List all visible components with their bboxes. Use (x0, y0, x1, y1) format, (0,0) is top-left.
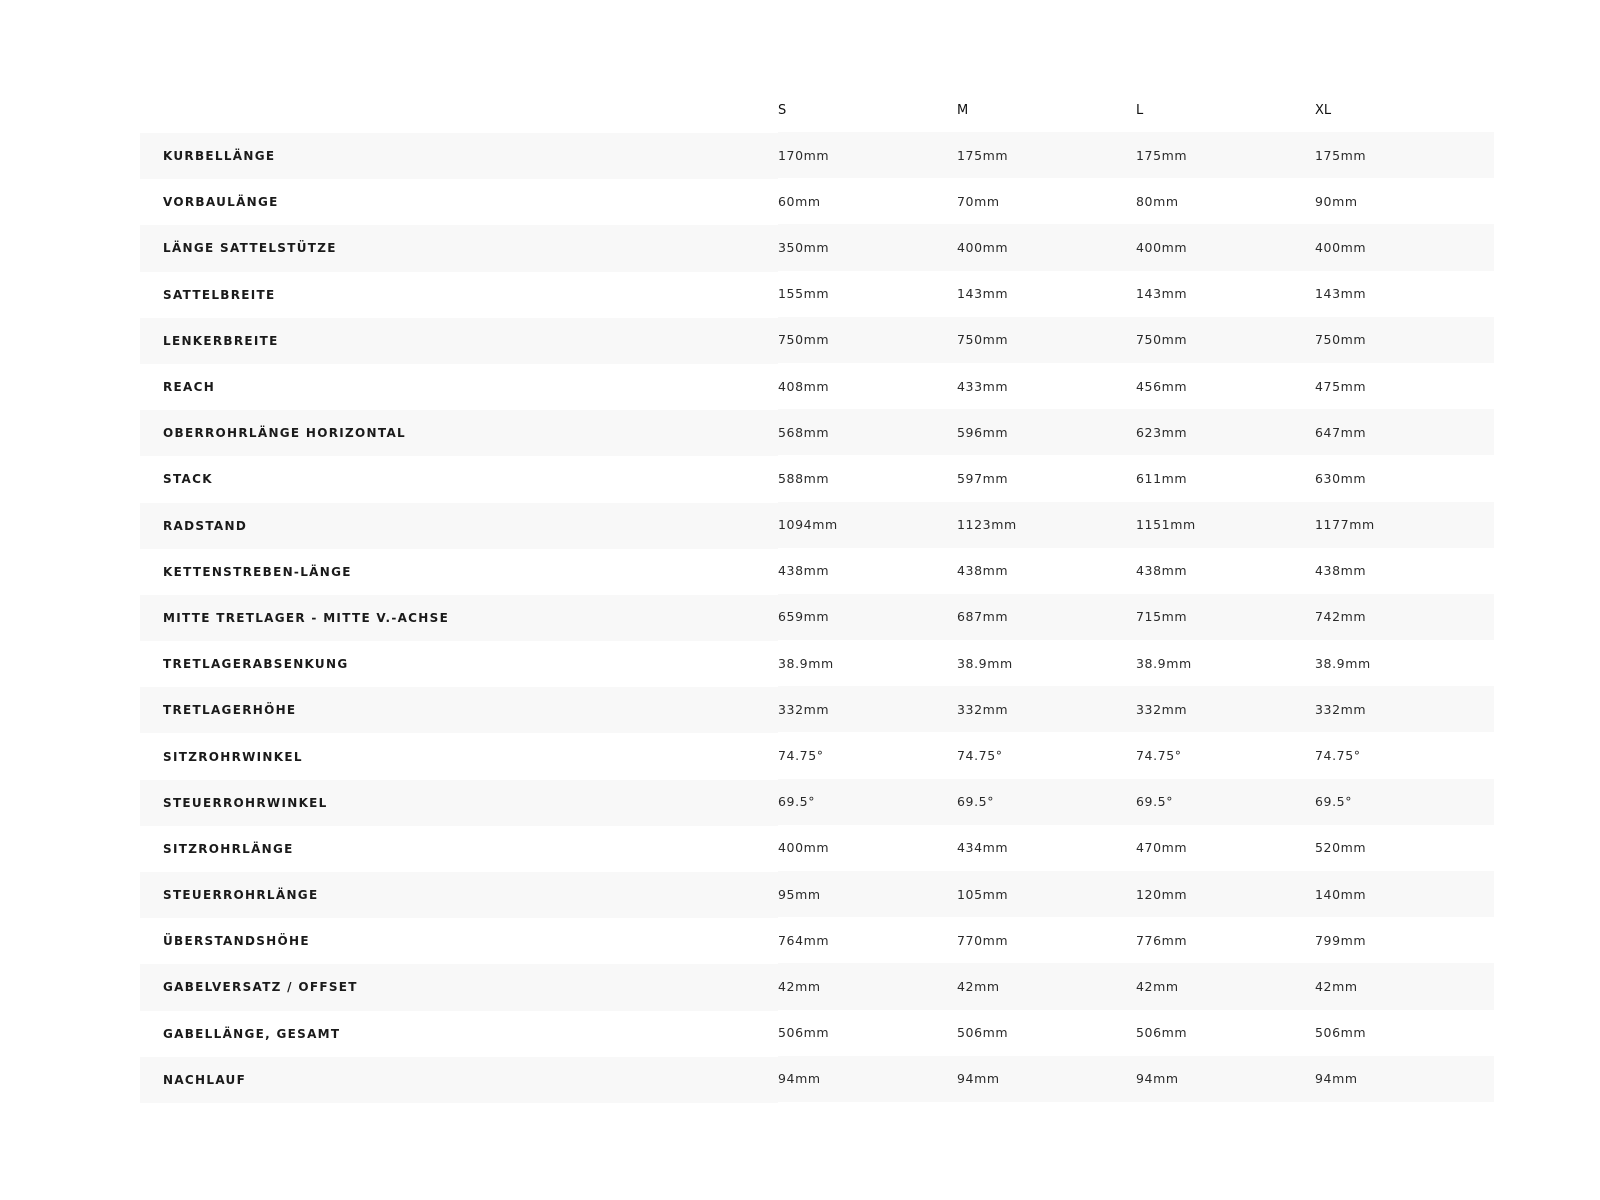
table-row (140, 549, 1494, 595)
size-header-row (140, 88, 1494, 133)
value-cell-m: 38.9mm (957, 655, 1013, 671)
value-cell-s: 750mm (778, 332, 830, 348)
table-row (140, 272, 1494, 318)
value-cell-l: 42mm (1136, 978, 1179, 994)
value-cell-xl: 742mm (1315, 609, 1367, 625)
value-cell-l: 74.75° (1136, 748, 1182, 764)
value-cell-s: 568mm (778, 424, 830, 440)
value-cell-l: 1151mm (1136, 517, 1196, 533)
row-label: SITZROHRWINKEL (163, 749, 303, 764)
value-cell-l: 611mm (1136, 470, 1188, 486)
value-cell-m: 69.5° (957, 794, 995, 810)
table-row (140, 225, 1494, 271)
value-cell-l: 623mm (1136, 424, 1188, 440)
row-label: SITZROHRLÄNGE (163, 841, 294, 856)
value-cell-m: 1123mm (957, 517, 1017, 533)
value-cell-s: 69.5° (778, 794, 816, 810)
row-label: OBERROHRLÄNGE HORIZONTAL (163, 426, 406, 441)
table-row (140, 733, 1494, 779)
table-row (140, 318, 1494, 364)
row-label: SATTELBREITE (163, 287, 276, 302)
value-cell-xl: 506mm (1315, 1025, 1367, 1041)
row-label: MITTE TRETLAGER - MITTE V.-ACHSE (163, 610, 450, 625)
value-cell-xl: 175mm (1315, 147, 1367, 163)
row-label: REACH (163, 380, 216, 395)
value-cell-s: 1094mm (778, 517, 838, 533)
table-row (140, 410, 1494, 456)
value-cell-m: 597mm (957, 470, 1009, 486)
value-cell-xl: 438mm (1315, 563, 1367, 579)
value-cell-m: 596mm (957, 424, 1009, 440)
value-cell-xl: 332mm (1315, 701, 1367, 717)
value-cell-m: 175mm (957, 147, 1009, 163)
value-cell-s: 332mm (778, 701, 830, 717)
geometry-table (140, 88, 1494, 1103)
value-cell-l: 38.9mm (1136, 655, 1192, 671)
row-label: KURBELLÄNGE (163, 149, 276, 164)
value-cell-xl: 799mm (1315, 932, 1367, 948)
value-cell-m: 332mm (957, 701, 1009, 717)
value-cell-s: 60mm (778, 193, 821, 209)
value-cell-xl: 400mm (1315, 239, 1367, 255)
value-cell-m: 70mm (957, 193, 1000, 209)
size-header-xl: XL (1315, 103, 1332, 118)
value-cell-l: 776mm (1136, 932, 1188, 948)
row-label: TRETLAGERABSENKUNG (163, 657, 349, 672)
value-cell-s: 506mm (778, 1025, 830, 1041)
table-row (140, 133, 1494, 179)
row-label: STEUERROHRLÄNGE (163, 888, 319, 903)
value-cell-s: 94mm (778, 1071, 821, 1087)
value-cell-xl: 647mm (1315, 424, 1367, 440)
geometry-table-header (140, 88, 1494, 133)
value-cell-m: 74.75° (957, 748, 1003, 764)
value-cell-s: 155mm (778, 286, 830, 302)
value-cell-m: 687mm (957, 609, 1009, 625)
table-row (140, 595, 1494, 641)
value-cell-s: 170mm (778, 147, 830, 163)
geometry-table-body (140, 133, 1494, 1103)
table-row (140, 364, 1494, 410)
table-row (140, 780, 1494, 826)
row-label: ÜBERSTANDSHÖHE (163, 934, 310, 949)
value-cell-xl: 90mm (1315, 193, 1358, 209)
value-cell-l: 750mm (1136, 332, 1188, 348)
value-cell-s: 38.9mm (778, 655, 834, 671)
row-label: LENKERBREITE (163, 333, 279, 348)
value-cell-m: 42mm (957, 978, 1000, 994)
table-row (140, 918, 1494, 964)
value-cell-s: 588mm (778, 470, 830, 486)
value-cell-s: 95mm (778, 886, 821, 902)
value-cell-m: 438mm (957, 563, 1009, 579)
value-cell-l: 69.5° (1136, 794, 1174, 810)
value-cell-xl: 520mm (1315, 840, 1367, 856)
value-cell-s: 438mm (778, 563, 830, 579)
value-cell-xl: 475mm (1315, 378, 1367, 394)
value-cell-m: 434mm (957, 840, 1009, 856)
value-cell-xl: 1177mm (1315, 517, 1375, 533)
size-header-l: L (1136, 103, 1144, 118)
value-cell-l: 143mm (1136, 286, 1188, 302)
value-cell-l: 438mm (1136, 563, 1188, 579)
value-cell-s: 764mm (778, 932, 830, 948)
value-cell-l: 120mm (1136, 886, 1188, 902)
table-row (140, 503, 1494, 549)
value-cell-m: 400mm (957, 239, 1009, 255)
table-row (140, 872, 1494, 918)
value-cell-xl: 42mm (1315, 978, 1358, 994)
table-row (140, 1011, 1494, 1057)
row-label: KETTENSTREBEN-LÄNGE (163, 564, 352, 579)
value-cell-xl: 74.75° (1315, 748, 1361, 764)
value-cell-l: 80mm (1136, 193, 1179, 209)
corner-header-cell (140, 88, 778, 133)
value-cell-xl: 630mm (1315, 470, 1367, 486)
value-cell-m: 506mm (957, 1025, 1009, 1041)
value-cell-l: 470mm (1136, 840, 1188, 856)
value-cell-s: 659mm (778, 609, 830, 625)
value-cell-xl: 140mm (1315, 886, 1367, 902)
row-label: STACK (163, 472, 213, 487)
row-label: TRETLAGERHÖHE (163, 703, 297, 718)
table-row (140, 687, 1494, 733)
value-cell-l: 332mm (1136, 701, 1188, 717)
value-cell-xl: 143mm (1315, 286, 1367, 302)
table-row (140, 456, 1494, 502)
value-cell-m: 750mm (957, 332, 1009, 348)
value-cell-l: 456mm (1136, 378, 1188, 394)
table-row (140, 1057, 1494, 1103)
table-row (140, 826, 1494, 872)
value-cell-s: 74.75° (778, 748, 824, 764)
value-cell-s: 42mm (778, 978, 821, 994)
value-cell-l: 175mm (1136, 147, 1188, 163)
row-label: NACHLAUF (163, 1072, 247, 1087)
value-cell-xl: 69.5° (1315, 794, 1353, 810)
row-label: LÄNGE SATTELSTÜTZE (163, 241, 337, 256)
value-cell-m: 143mm (957, 286, 1009, 302)
row-label: RADSTAND (163, 518, 248, 533)
size-header-m: M (957, 103, 969, 118)
value-cell-m: 105mm (957, 886, 1009, 902)
row-label: STEUERROHRWINKEL (163, 795, 328, 810)
row-label: GABELLÄNGE, GESAMT (163, 1026, 341, 1041)
table-row (140, 641, 1494, 687)
value-cell-l: 506mm (1136, 1025, 1188, 1041)
value-cell-l: 400mm (1136, 239, 1188, 255)
size-header-s: S (778, 103, 787, 118)
value-cell-l: 715mm (1136, 609, 1188, 625)
value-cell-m: 770mm (957, 932, 1009, 948)
value-cell-m: 94mm (957, 1071, 1000, 1087)
table-row (140, 964, 1494, 1010)
value-cell-s: 350mm (778, 239, 830, 255)
table-row (140, 179, 1494, 225)
value-cell-xl: 94mm (1315, 1071, 1358, 1087)
value-cell-l: 94mm (1136, 1071, 1179, 1087)
value-cell-xl: 38.9mm (1315, 655, 1371, 671)
value-cell-m: 433mm (957, 378, 1009, 394)
value-cell-xl: 750mm (1315, 332, 1367, 348)
row-label: VORBAULÄNGE (163, 195, 279, 210)
row-label: GABELVERSATZ / OFFSET (163, 980, 358, 995)
value-cell-s: 400mm (778, 840, 830, 856)
value-cell-s: 408mm (778, 378, 830, 394)
